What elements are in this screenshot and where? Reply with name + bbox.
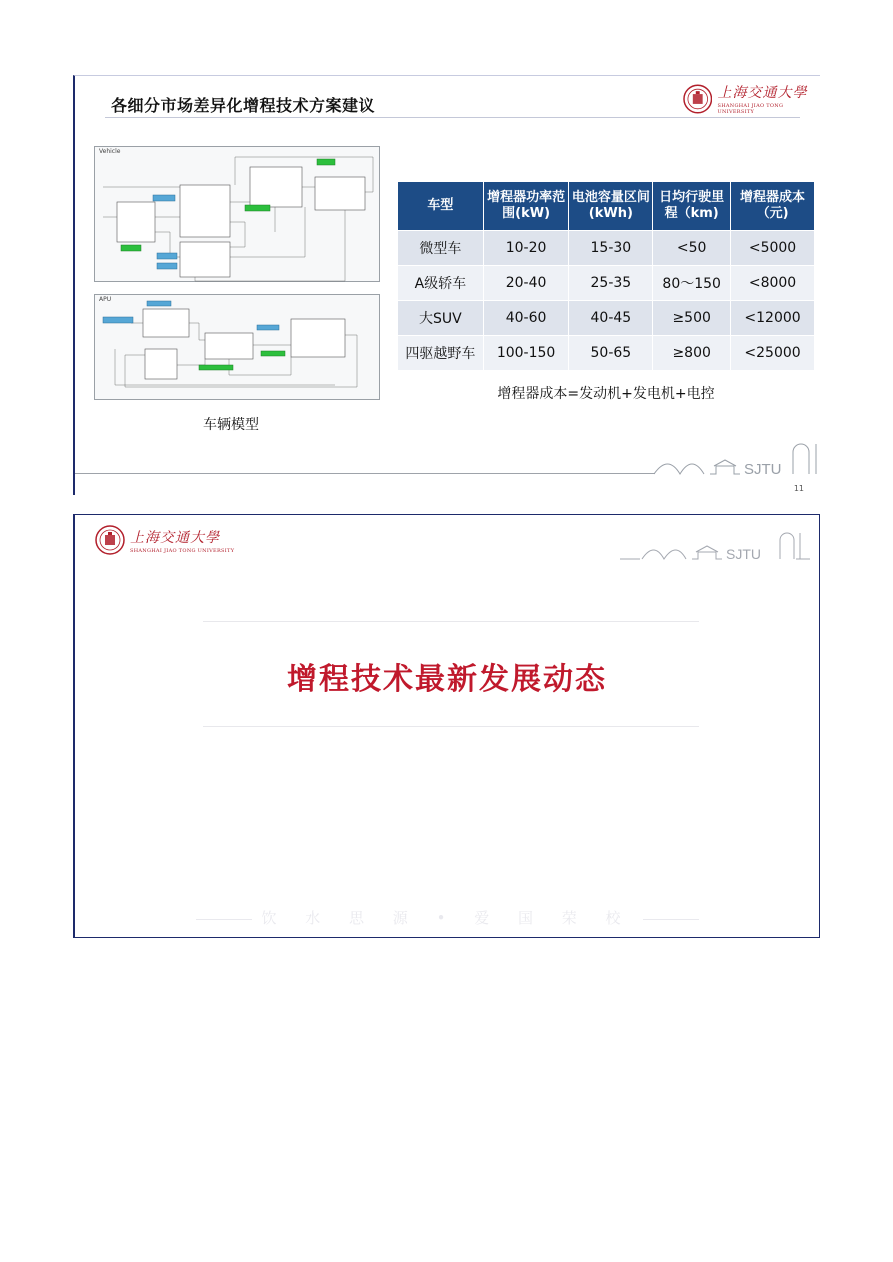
table-cell: <12000: [731, 301, 815, 336]
header-battery-capacity: 电池容量区间(kWh): [569, 182, 653, 231]
table-cell: 微型车: [398, 231, 484, 266]
table-cell: 15-30: [569, 231, 653, 266]
table-cell: <50: [653, 231, 731, 266]
logo-chinese-name: 上海交通大學: [130, 529, 220, 546]
skyline-icon: [650, 442, 820, 476]
slide-11: [73, 75, 820, 495]
apu-diagram-label: APU: [99, 296, 112, 303]
sjtu-skyline-mark: [650, 442, 820, 480]
footer-rule: [75, 473, 655, 474]
logo-chinese-name: 上海交通大學: [717, 85, 808, 101]
table-header-row: [398, 182, 815, 231]
sjtu-mark-text: SJTU: [744, 461, 782, 476]
table-cell: <5000: [731, 231, 815, 266]
header-vehicle-type: 车型: [398, 182, 484, 231]
page-number: 11: [793, 484, 804, 493]
table-cell: ≥500: [653, 301, 731, 336]
title-bottom-rule: [203, 726, 699, 727]
sjtu-logo: [683, 82, 820, 115]
motto-left-dash: [196, 919, 252, 920]
sjtu-mark-text: SJTU: [726, 546, 761, 561]
motto-right-dash: [643, 919, 699, 920]
section-slide: [73, 514, 820, 938]
table-row: [398, 266, 815, 301]
table-cell: 10-20: [483, 231, 569, 266]
cost-formula: 增程器成本=发动机+发电机+电控: [497, 386, 715, 402]
university-seal-icon: [683, 84, 712, 114]
table-cell: 40-45: [569, 301, 653, 336]
table-row: [398, 336, 815, 371]
table-cell: A级轿车: [398, 266, 484, 301]
table-cell: 80～150: [653, 266, 731, 301]
header-power-range: 增程器功率范围(kW): [483, 182, 569, 231]
table-cell: 40-60: [483, 301, 569, 336]
table-cell: ≥800: [653, 336, 731, 371]
diagram-caption: 车辆模型: [203, 417, 259, 433]
table-cell: 四驱越野车: [398, 336, 484, 371]
table-cell: <8000: [731, 266, 815, 301]
table-cell: 100-150: [483, 336, 569, 371]
apu-model-diagram: [94, 294, 380, 400]
vehicle-block-diagram: [95, 147, 381, 283]
sjtu-logo: [95, 525, 234, 555]
slide-title: 各细分市场差异化增程技术方案建议: [111, 96, 376, 115]
section-title: 增程技术最新发展动态: [287, 662, 607, 697]
header-extender-cost: 增程器成本（元): [731, 182, 815, 231]
table-row: [398, 231, 815, 266]
vehicle-diagram-label: Vehicle: [99, 148, 121, 155]
logo-english-name: SHANGHAI JIAO TONG UNIVERSITY: [130, 547, 235, 554]
apu-block-diagram: [95, 295, 381, 401]
motto-text: 饮 水 思 源 • 爱 国 荣 校: [261, 909, 633, 927]
university-motto: [75, 907, 819, 928]
table-row: [398, 301, 815, 336]
header-daily-mileage: 日均行驶里程（km): [653, 182, 731, 231]
vehicle-model-diagram: [94, 146, 380, 282]
sjtu-skyline-mark: [620, 531, 810, 565]
title-top-rule: [203, 621, 699, 622]
table-cell: <25000: [731, 336, 815, 371]
table-cell: 20-40: [483, 266, 569, 301]
table-cell: 50-65: [569, 336, 653, 371]
range-extender-spec-table: [397, 181, 815, 371]
title-divider: [105, 117, 800, 118]
logo-english-name: SHANGHAI JIAO TONG UNIVERSITY: [717, 103, 784, 115]
table-cell: 大SUV: [398, 301, 484, 336]
table-cell: 25-35: [569, 266, 653, 301]
skyline-icon: [620, 531, 810, 561]
university-seal-icon: [95, 525, 125, 555]
